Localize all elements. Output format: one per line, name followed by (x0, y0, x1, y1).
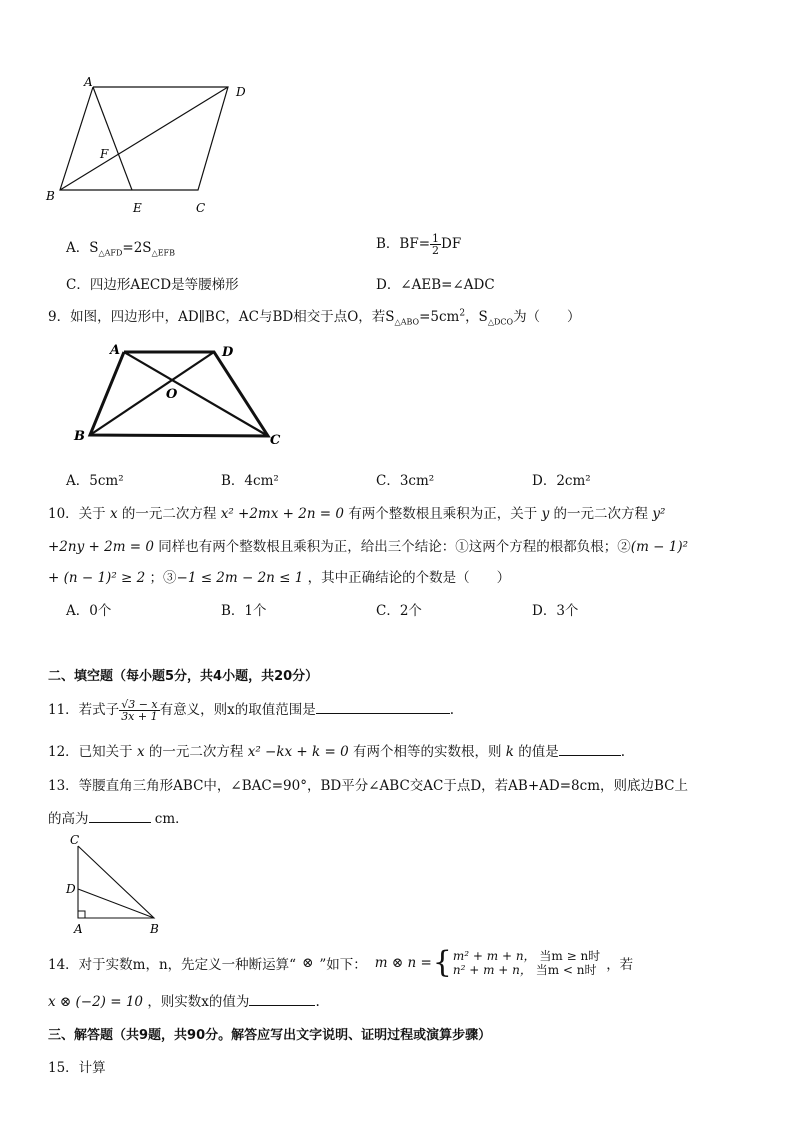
q10-l1-d: 的一元二次方程 (553, 506, 649, 522)
q8-opt-b-suffix: DF (441, 236, 462, 252)
section-2-heading: 二、填空题（每小题5分，共4小题，共20分） (48, 669, 319, 684)
q10-option-d: D．3个 (532, 603, 579, 619)
q14-l2-eq: x ⊗ (−2) = 10 (48, 994, 144, 1010)
q14-c: ，若 (606, 957, 634, 973)
q12-k: k (505, 744, 514, 760)
q8-option-c: C．四边形AECD是等腰梯形 (66, 277, 239, 293)
q8-opt-a-mid: =2S (122, 240, 152, 256)
q14-l2-a: ，则实数x的值为 (147, 994, 250, 1010)
fig8-line-AE (93, 87, 132, 190)
q11-line (48, 698, 454, 722)
q11-answer-blank[interactable] (316, 713, 450, 714)
q8-opt-b-den: 2 (432, 244, 440, 257)
q10-l1-eq: x² +2mx + 2n = 0 (220, 506, 344, 522)
q8-opt-b-prefix: B．BF= (376, 236, 431, 252)
q14-end: . (315, 994, 320, 1010)
q13-line1: 13．等腰直角三角形ABC中，∠BAC=90°，BD平分∠ABC交AC于点D，若AB+AD=8cm，则底边BC上 (48, 778, 689, 794)
fig13-label-C: C (70, 833, 80, 847)
fig8-label-F: F (100, 147, 109, 161)
q10-l3-eq2: −1 ≤ 2m − 2n ≤ 1 (176, 570, 304, 586)
q9-stem-c: ，S (465, 309, 488, 325)
q11-b: 有意义，则x的取值范围是 (159, 702, 316, 718)
figure-q8-parallelogram (40, 70, 270, 220)
q8-option-b (376, 232, 461, 256)
q12-c: 有两个相等的实数根，则 (352, 744, 502, 760)
q12-a: 12．已知关于 (48, 744, 133, 760)
q14-line1 (48, 946, 633, 980)
figure-q9-trapezoid (66, 340, 296, 450)
q8-option-d: D．∠AEB=∠ADC (376, 277, 495, 293)
q10-line1 (48, 502, 665, 522)
figure-q13-triangle (58, 832, 178, 940)
q14-a: 14．对于实数m，n，先定义一种断运算“ (48, 957, 297, 973)
q12-eq: x² −kx + k = 0 (247, 744, 349, 760)
fig13-label-D: D (66, 882, 76, 896)
fig9-label-D: D (222, 345, 234, 360)
fig8-label-B: B (46, 189, 55, 203)
q10-l1-b: 的一元二次方程 (121, 506, 217, 522)
q10-l3-a: ；③ (149, 570, 177, 586)
q12-end: . (620, 744, 626, 760)
q14-answer-blank[interactable] (249, 1005, 315, 1006)
q14-cond2: 当m < n时 (535, 963, 597, 977)
q11-den: 3x + 1 (121, 710, 158, 723)
q10-l2-eq: +2ny + 2m = 0 (48, 539, 154, 555)
q8-opt-a-sub2: △EFB (151, 248, 175, 258)
q14-case2: n² + m + n， (452, 963, 532, 977)
q13-answer-blank[interactable] (89, 822, 151, 823)
q13-l2-b: cm． (154, 811, 189, 827)
q9-option-b: B．4cm² (221, 473, 279, 489)
q9-stem-sub1: △ABO (394, 317, 420, 327)
q8-opt-a-prefix: A．S (66, 240, 99, 256)
q14-cases (453, 949, 600, 977)
q9-option-d: D．2cm² (532, 473, 591, 489)
section-3-heading: 三、解答题（共9题，共90分。解答应写出文字说明、证明过程或演算步骤） (48, 1028, 492, 1043)
q12-line (48, 740, 625, 760)
q14-op: ⊗ (302, 955, 314, 971)
fig9-label-O: O (166, 387, 178, 402)
q13-l2-a: 的高为 (48, 811, 89, 827)
q9-option-a: A．5cm² (66, 473, 124, 489)
q12-d: 的值是 (518, 744, 559, 760)
fig13-right-angle (78, 911, 85, 918)
q11-end: . (449, 702, 455, 718)
q10-option-b: B．1个 (221, 603, 267, 619)
q10-l1-y: y (541, 506, 550, 522)
q14-lhs: m ⊗ n = (374, 955, 432, 971)
q9-option-c: C．3cm² (376, 473, 435, 489)
q9-stem (48, 305, 581, 327)
fig13-outline (78, 846, 154, 918)
q12-answer-blank[interactable] (559, 755, 621, 756)
q10-l3-eq: + (n − 1)² ≥ 2 (48, 570, 146, 586)
q13-line2 (48, 807, 189, 827)
fig8-label-A: A (84, 75, 93, 89)
q14-line2 (48, 990, 320, 1010)
q9-stem-sub2: △DCO (487, 317, 514, 327)
q10-l3-b: ，其中正确结论的个数是（ ） (307, 570, 511, 586)
fig9-label-C: C (270, 433, 281, 448)
q14-case1: m² + m + n， (452, 949, 536, 963)
q10-l1-y2: y² (652, 506, 666, 522)
q10-line2 (48, 535, 688, 555)
q8-opt-b-num: 1 (432, 232, 440, 245)
q9-stem-b: =5cm (419, 309, 460, 325)
q11-a: 11．若式子 (48, 702, 120, 718)
q14-brace: { (432, 945, 452, 980)
q14-b: ”如下： (319, 957, 367, 973)
fig9-label-B: B (74, 429, 85, 444)
q9-stem-sup: 2 (459, 308, 466, 319)
fig13-label-B: B (150, 922, 159, 936)
fig9-outline (90, 352, 268, 436)
q8-opt-a-sub1: △AFD (98, 248, 123, 258)
q10-line3 (48, 566, 510, 586)
q15-line: 15．计算 (48, 1060, 106, 1076)
q11-num: √3 − x (121, 698, 158, 711)
q9-stem-d: 为（ ） (513, 309, 581, 325)
q10-option-a: A．0个 (66, 603, 112, 619)
fig13-line-BD (78, 889, 154, 918)
q8-option-a (66, 236, 175, 258)
q10-option-c: C．2个 (376, 603, 422, 619)
fig8-label-D: D (236, 85, 246, 99)
fig8-label-E: E (133, 201, 142, 215)
q10-l1-a: 10．关于 (48, 506, 106, 522)
q8-opt-b-fraction (430, 233, 441, 256)
fig9-label-A: A (110, 343, 121, 358)
q10-l1-c: 有两个整数根且乘积为正，关于 (348, 506, 538, 522)
q11-fraction (119, 699, 159, 722)
q12-b: 的一元二次方程 (148, 744, 244, 760)
q9-stem-a: 9．如图，四边形中，AD∥BC，AC与BD相交于点O，若S (48, 309, 395, 325)
q10-l2-eq2: (m − 1)² (630, 539, 689, 555)
q10-l1-x: x (109, 506, 118, 522)
q10-l2-a: 同样也有两个整数根且乘积为正，给出三个结论：①这两个方程的根都负根；② (158, 539, 631, 555)
q14-cond1: 当m ≥ n时 (539, 949, 601, 963)
fig8-label-C: C (196, 201, 206, 215)
q12-x: x (136, 744, 145, 760)
fig13-label-A: A (74, 922, 83, 936)
